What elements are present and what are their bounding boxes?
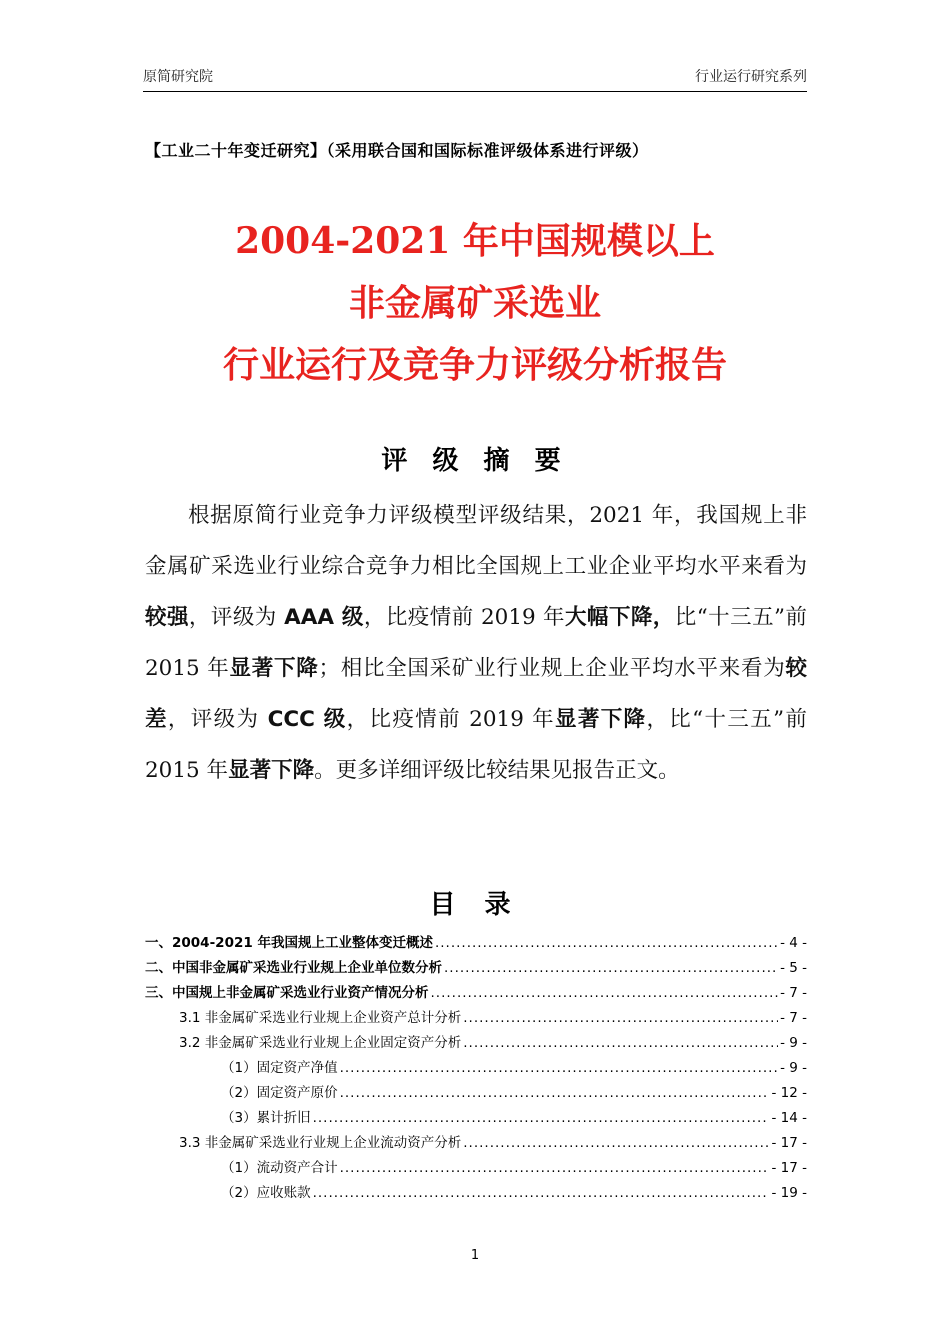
header-divider bbox=[143, 91, 807, 92]
toc-entry-page: - 9 - bbox=[780, 1060, 807, 1076]
summary-emphasis: 较差 bbox=[145, 656, 807, 732]
toc-entry-page: - 9 - bbox=[780, 1035, 807, 1051]
summary-text: 比“十三五”前 2015 年 bbox=[145, 605, 807, 681]
toc-entry-title: （2）应收账款 bbox=[221, 1185, 311, 1201]
toc-entry[interactable] bbox=[145, 1131, 807, 1156]
title-line-1: 2004-2021 年中国规模以上 bbox=[235, 220, 715, 262]
summary-emphasis: 显著下降 bbox=[554, 707, 647, 732]
toc-entry-page: - 5 - bbox=[780, 960, 807, 976]
toc-leader bbox=[435, 931, 778, 956]
toc-entry[interactable] bbox=[145, 1106, 807, 1131]
summary-text: 。更多详细评级比较结果见报告正文。 bbox=[314, 758, 680, 783]
toc-entry-page: - 14 - bbox=[771, 1110, 807, 1126]
toc-entry[interactable] bbox=[145, 1156, 807, 1181]
table-of-contents bbox=[145, 931, 807, 1206]
header-left: 原简研究院 bbox=[143, 69, 213, 85]
toc-leader bbox=[463, 1131, 769, 1156]
toc-entry-title: 二、中国非金属矿采选业行业规上企业单位数分析 bbox=[145, 960, 442, 976]
toc-leader bbox=[340, 1156, 770, 1181]
summary-text: ；相比全国采矿业行业规上企业平均水平来看为 bbox=[318, 656, 786, 681]
toc-leader bbox=[431, 981, 779, 1006]
summary-text: ，比“十三五”前 2015 年 bbox=[145, 707, 807, 783]
toc-entry-title: （2）固定资产原价 bbox=[221, 1085, 338, 1101]
toc-entry-page: - 7 - bbox=[780, 985, 807, 1001]
title-line-3: 行业运行及竞争力评级分析报告 bbox=[222, 344, 727, 386]
summary-text: ，评级为 bbox=[188, 605, 285, 630]
toc-leader bbox=[313, 1106, 770, 1131]
toc-entry-title: （1）固定资产净值 bbox=[221, 1060, 338, 1076]
toc-entry[interactable] bbox=[145, 1081, 807, 1106]
toc-entry-page: - 17 - bbox=[771, 1135, 807, 1151]
toc-entry[interactable] bbox=[145, 1056, 807, 1081]
toc-entry[interactable] bbox=[145, 931, 807, 956]
toc-entry[interactable] bbox=[145, 1031, 807, 1056]
summary-text: ，比疫情前 2019 年 bbox=[363, 605, 565, 630]
toc-leader bbox=[444, 956, 778, 981]
title-line-2: 非金属矿采选业 bbox=[348, 282, 601, 324]
toc-leader bbox=[463, 1031, 778, 1056]
summary-paragraph bbox=[145, 490, 807, 796]
toc-entry-page: - 19 - bbox=[771, 1185, 807, 1201]
toc-entry-title: 3.2 非金属矿采选业行业规上企业固定资产分析 bbox=[179, 1035, 462, 1051]
toc-entry-title: 三、中国规上非金属矿采选业行业资产情况分析 bbox=[145, 985, 429, 1001]
toc-entry-title: （1）流动资产合计 bbox=[221, 1160, 338, 1176]
toc-entry-page: - 17 - bbox=[771, 1160, 807, 1176]
toc-entry-title: 一、2004-2021 年我国规上工业整体变迁概述 bbox=[145, 935, 433, 951]
summary-text: 根据原简行业竞争力评级模型评级结果，2021 年，我国规上非金属矿采选业行业综合竞争力相比全国规上工业企业平均水平来看为 bbox=[145, 503, 807, 579]
page-number: 1 bbox=[470, 1248, 480, 1263]
toc-entry-page: - 4 - bbox=[780, 935, 807, 951]
summary-text: ，比疫情前 2019 年 bbox=[346, 707, 555, 732]
series-line: 【工业二十年变迁研究】（采用联合国和国际标准评级体系进行评级） bbox=[145, 141, 649, 160]
summary-emphasis: 显著下降 bbox=[229, 656, 319, 681]
header-right: 行业运行研究系列 bbox=[695, 69, 807, 85]
toc-entry-title: （3）累计折旧 bbox=[221, 1110, 311, 1126]
toc-leader bbox=[340, 1056, 778, 1081]
summary-emphasis: 显著下降 bbox=[228, 758, 315, 783]
toc-entry[interactable] bbox=[145, 956, 807, 981]
toc-heading: 目 录 bbox=[429, 890, 521, 920]
toc-leader bbox=[313, 1181, 770, 1206]
toc-entry-title: 3.1 非金属矿采选业行业规上企业资产总计分析 bbox=[179, 1010, 462, 1026]
summary-emphasis: CCC 级 bbox=[267, 707, 347, 732]
summary-emphasis: 较强 bbox=[145, 605, 189, 630]
toc-entry[interactable] bbox=[145, 981, 807, 1006]
toc-entry-title: 3.3 非金属矿采选业行业规上企业流动资产分析 bbox=[179, 1135, 462, 1151]
toc-entry-page: - 12 - bbox=[771, 1085, 807, 1101]
toc-entry[interactable] bbox=[145, 1181, 807, 1206]
summary-text: ，评级为 bbox=[167, 707, 268, 732]
toc-leader bbox=[340, 1081, 770, 1106]
toc-leader bbox=[463, 1006, 778, 1031]
report-title bbox=[0, 210, 950, 396]
summary-emphasis: AAA 级 bbox=[284, 605, 364, 630]
summary-emphasis: 大幅下降， bbox=[564, 605, 675, 630]
toc-entry[interactable] bbox=[145, 1006, 807, 1031]
toc-entry-page: - 7 - bbox=[780, 1010, 807, 1026]
summary-heading: 评 级 摘 要 bbox=[381, 446, 569, 476]
